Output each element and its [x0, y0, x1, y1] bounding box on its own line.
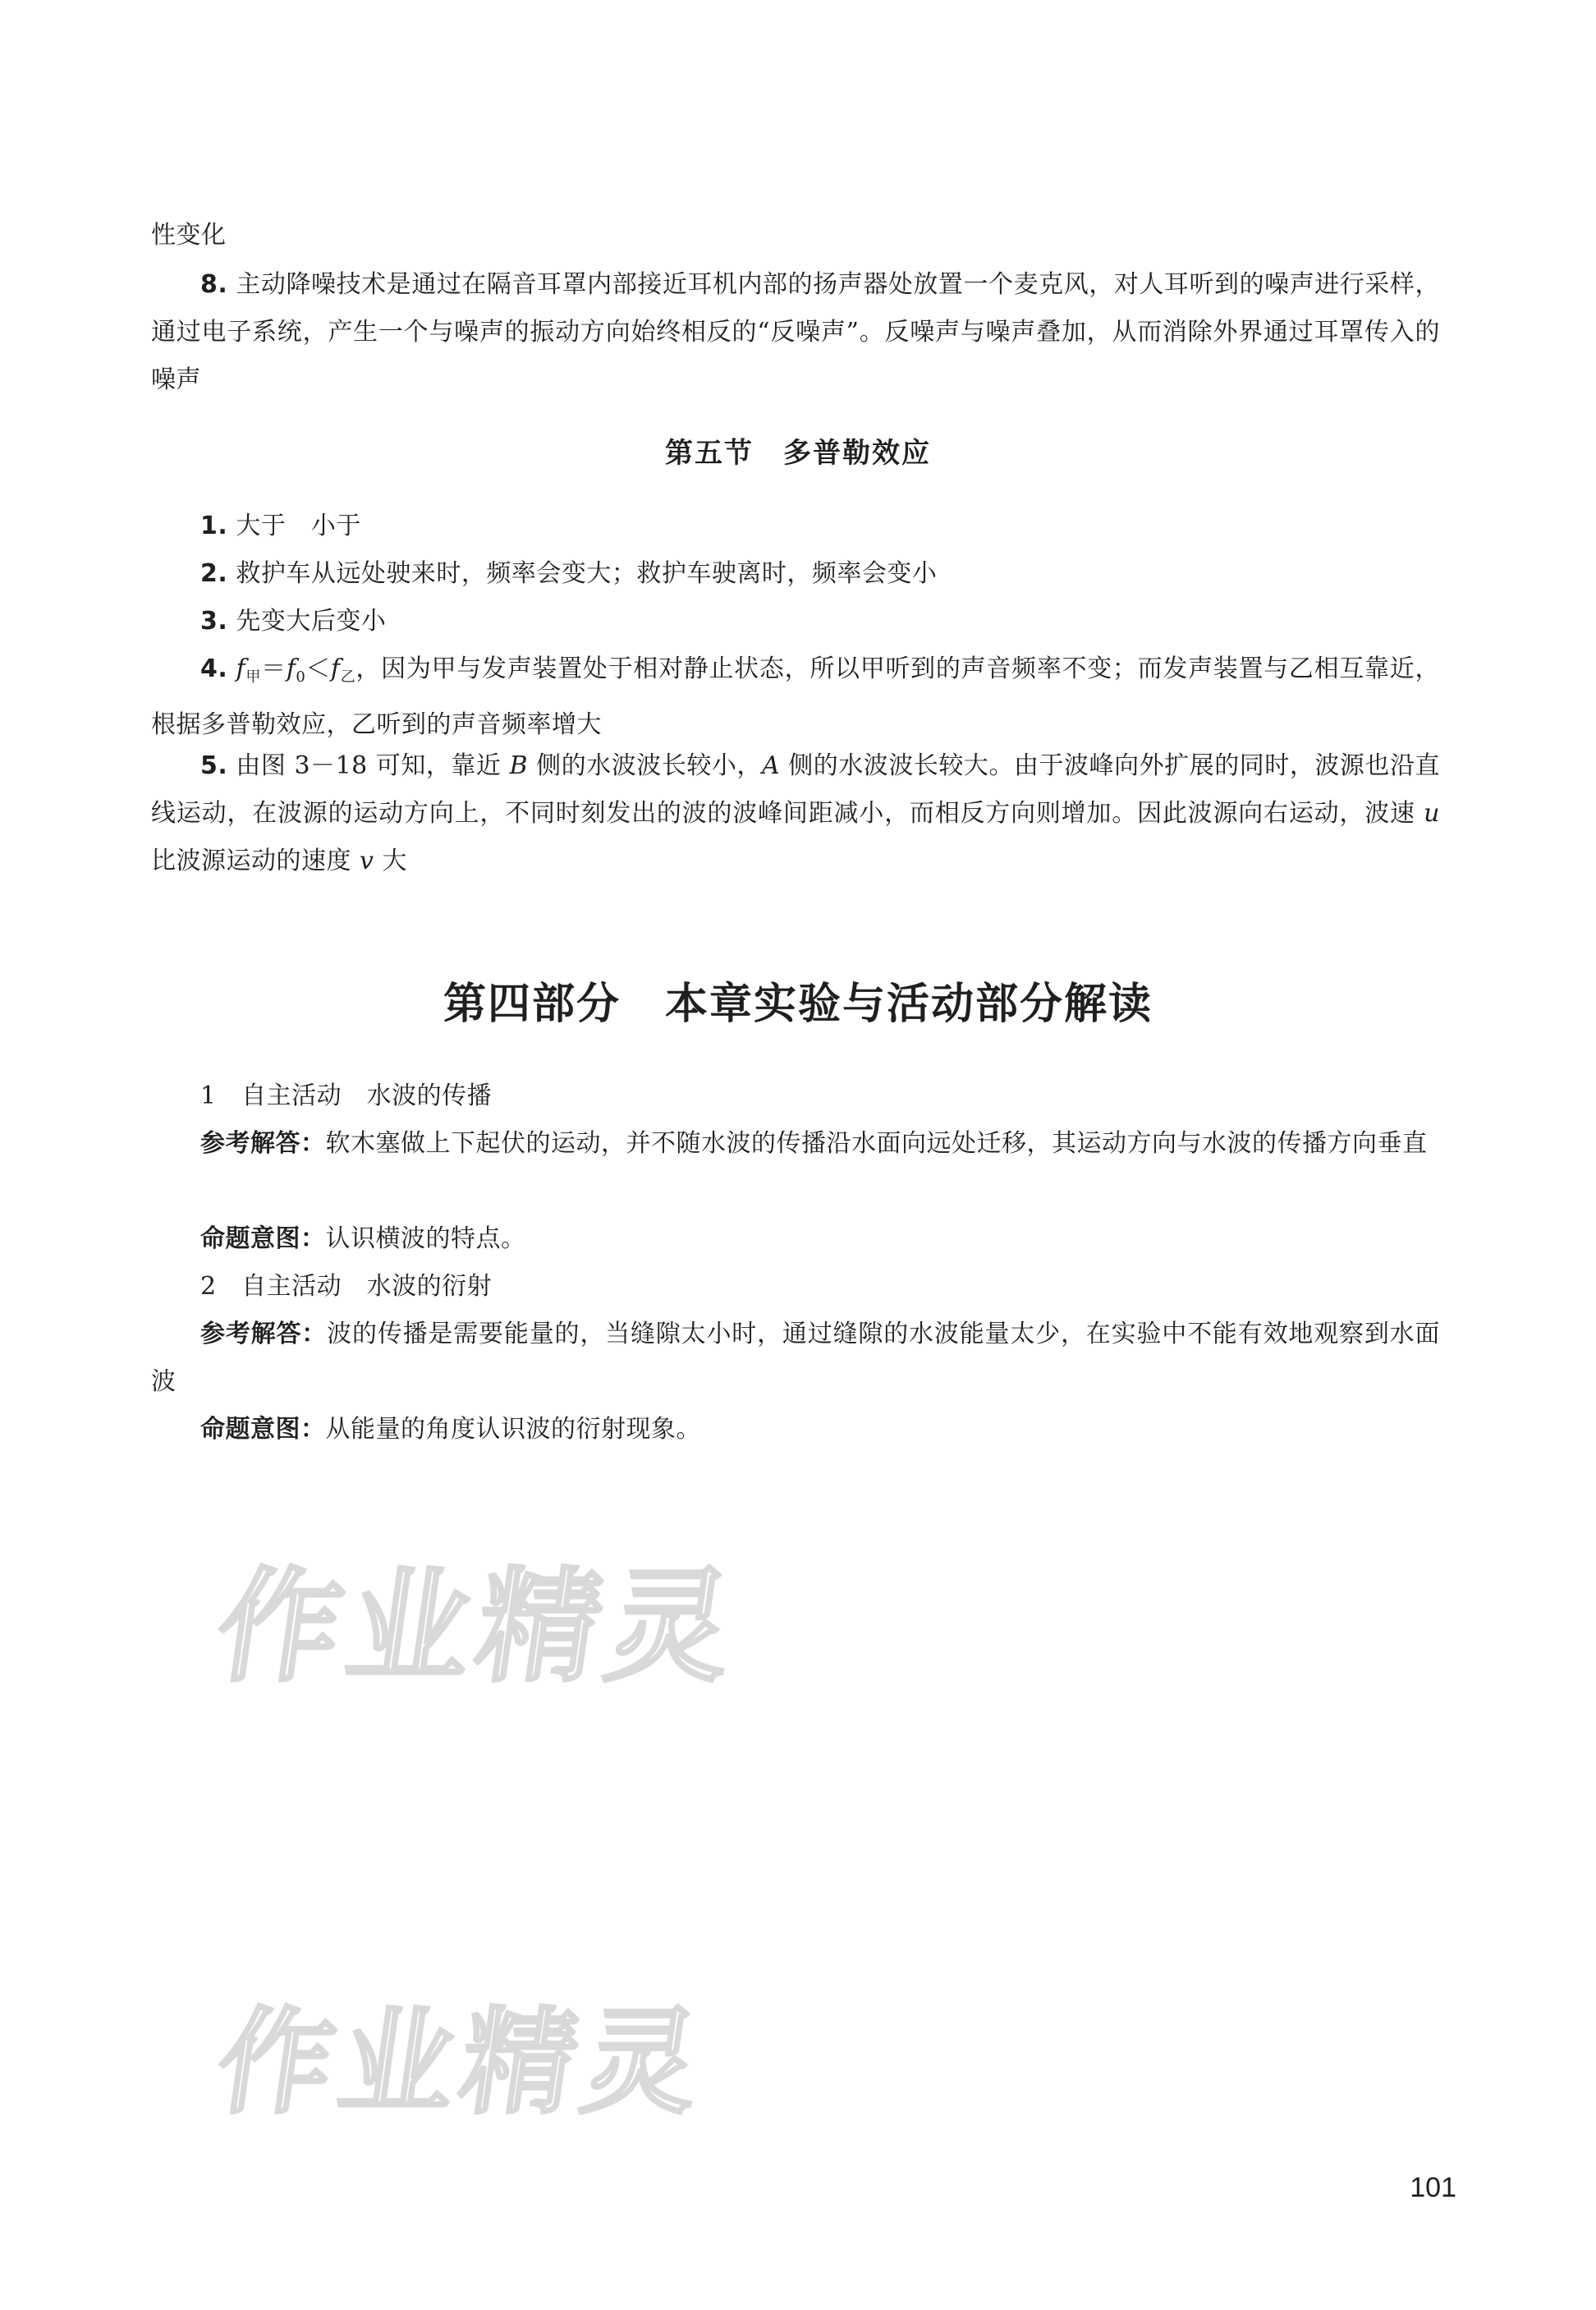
item-text: 侧的水波波长较大。由于波峰向外扩展的同时，波源也沿直线运动，在波源的运动方向上，不同时刻发出的波的波峰间距减小，而相反方向则增加。因此波源向右运动，波速	[151, 751, 1440, 828]
intent-label: 命题意图：	[200, 1224, 326, 1253]
item-text: 侧的水波波长较小，	[528, 751, 762, 780]
activity-heading: 2 自主活动 水波的衍射	[200, 1272, 493, 1301]
less-than-sign: ＜	[305, 654, 331, 683]
continued-text: 性变化	[151, 221, 227, 250]
equals-sign: ＝	[261, 654, 287, 683]
symbol-b: B	[509, 751, 529, 780]
activity-answer	[151, 1311, 1440, 1406]
activity-heading: 1 自主活动 水波的传播	[200, 1082, 493, 1110]
answer-label: 参考解答：	[200, 1129, 326, 1158]
answer-label: 参考解答：	[200, 1320, 328, 1348]
symbol-f: f	[286, 654, 296, 683]
answer-item-1	[151, 503, 1440, 550]
answer-item-2	[151, 550, 1440, 598]
item-text: 救护车从远处驶来时，频率会变大；救护车驶离时，频率会变小	[236, 559, 938, 588]
item-text: 由图 3－18 可知，靠近	[236, 751, 510, 780]
intent-text: 认识横波的特点。	[325, 1224, 526, 1253]
answer-item-5	[151, 742, 1440, 885]
subscript-zero: 0	[296, 668, 306, 686]
watermark: 作业精灵	[208, 1556, 748, 1699]
answer-item-8	[151, 261, 1440, 404]
item-number: 4.	[200, 654, 228, 683]
symbol-v: v	[360, 847, 374, 875]
symbol-u: u	[1424, 799, 1440, 828]
part-title: 第四部分 本章实验与活动部分解读	[443, 980, 1153, 1029]
activity-intent	[151, 1215, 1440, 1263]
answer-item-3	[151, 598, 1440, 645]
symbol-f: f	[236, 654, 246, 683]
item-number: 8.	[200, 270, 228, 299]
item-text: ，因为甲与发声装置处于相对静止状态，所以甲听到的声音频率不变；而发声装置与乙相互靠近，根据多普勒效应，乙听到的声音频率增大	[151, 654, 1441, 739]
item-number: 5.	[200, 751, 228, 780]
item-text: 比波源运动的速度	[151, 847, 360, 875]
section-title: 第五节 多普勒效应	[665, 437, 931, 470]
item-text: 主动降噪技术是通过在隔音耳罩内部接近耳机内部的扬声器处放置一个麦克风，对人耳听到的噪声进行采样，通过电子系统，产生一个与噪声的振动方向始终相反的“反噪声”。反噪声与噪声叠加，从而消除外界通过耳罩传入的噪声	[151, 270, 1440, 394]
item-text: 大	[374, 847, 408, 875]
symbol-a: A	[761, 751, 781, 780]
item-number: 1.	[200, 512, 228, 540]
answer-text: 软木塞做上下起伏的运动，并不随水波的传播沿水面向远处迁移，其运动方向与水波的传播方向垂直	[325, 1129, 1428, 1158]
subscript-yi: 乙	[340, 668, 356, 686]
intent-label: 命题意图：	[200, 1415, 326, 1444]
intent-text: 从能量的角度认识波的衍射现象。	[325, 1415, 701, 1444]
answer-text: 波的传播是需要能量的，当缝隙太小时，通过缝隙的水波能量太少，在实验中不能有效地观察到水面波	[151, 1320, 1441, 1396]
watermark: 作业精灵	[209, 1996, 714, 2130]
item-text: 先变大后变小	[236, 607, 387, 636]
item-text: 大于 小于	[236, 512, 361, 540]
answer-item-4	[151, 645, 1440, 749]
continued-line	[151, 212, 1440, 259]
item-number: 2.	[200, 559, 228, 588]
activity-answer	[151, 1120, 1440, 1168]
item-number: 3.	[200, 607, 228, 636]
activity-intent	[151, 1406, 1440, 1454]
page-number: 101	[1410, 2172, 1456, 2203]
symbol-f: f	[330, 654, 341, 683]
subscript-jia: 甲	[245, 668, 262, 686]
